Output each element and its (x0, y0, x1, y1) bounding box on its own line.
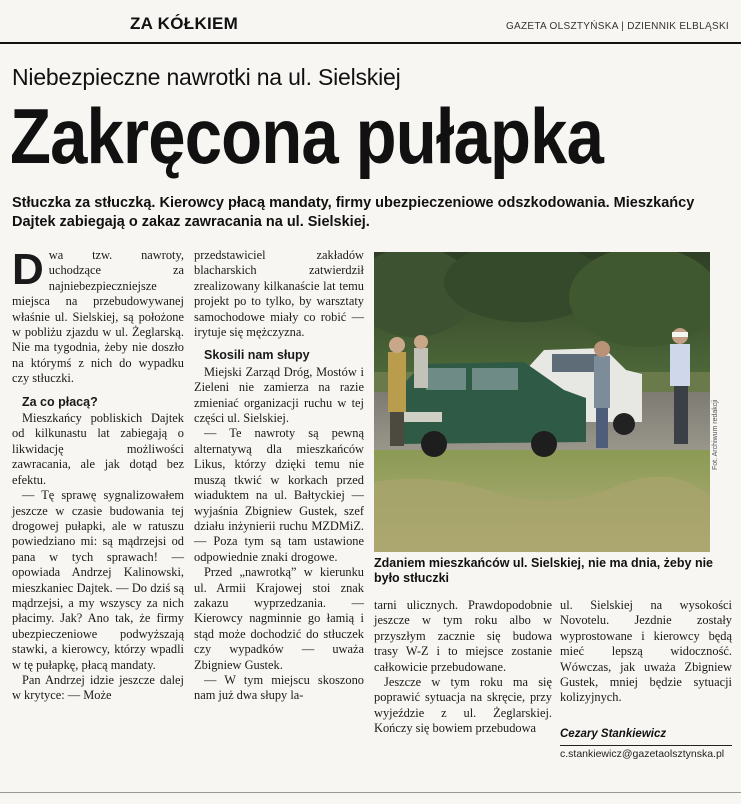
paragraph: — W tym miejscu skoszono nam już dwa słupy la- (194, 672, 364, 703)
newspaper-names: GAZETA OLSZTYŃSKA | DZIENNIK ELBLĄSKI (505, 21, 729, 32)
author-byline: Cezary Stankiewicz (560, 728, 667, 740)
subheading: Za co płacą? (22, 394, 98, 409)
byline-rule (560, 745, 732, 746)
bottom-rule (0, 792, 741, 793)
article-photo (374, 252, 710, 552)
article-lead: Stłuczka za stłuczką. Kierowcy płacą mandaty, firmy ubezpieczeniowe odszkodowania. Mieszkańcy Dajtek zabiegają o zakaz zawracania na ul. Sielskiej. (12, 195, 695, 230)
paragraph: Mieszkańcy pobliskich Dajtek od kilkunastu lat zabiegają o likwidację możliwości zawracania, ale jak dotąd bez efektu. (12, 411, 184, 487)
photo-caption: Zdaniem mieszkańców ul. Sielskiej, nie ma dnia, żeby nie było stłuczki (374, 556, 714, 585)
section-label: ZA KÓŁKIEM (130, 14, 239, 33)
paragraph: wa tzw. nawroty, uchodzące za najniebezpieczniejsze miejsca na przebudowywanej właśnie ul. Sielskiej, są położone w pobliżu zjazdu w ul. Żeglarską. Nie ma tygodnia, żeby nie doszło na którymś z nich do wypadku czy stłuczki. (12, 248, 184, 386)
paragraph: — Tę sprawę sygnalizowałem jeszcze w czasie budowania tej drogowej pułapki, ale w ratuszu powiedziano mi: są mądrzejsi od pana w tych sprawach! — opowiada Andrzej Kalinowski, mieszkaniec Dajtek. — Do dziś są mądrzejsi, a my wszyscy za nich płacimy. Jak? Ano tak, że firmy ubezpieczeniowe podwyższają stawki, a kierowcy, którzy wpadli w tę pułapkę, płacą mandaty. (12, 488, 184, 672)
paragraph: Miejski Zarząd Dróg, Mostów i Zieleni nie zamierza na razie zmieniać organizacji ruchu w tej części ul. Sielskiej. (194, 364, 364, 426)
paragraph: Jeszcze w tym roku ma się poprawić sytuacja na skręcie, przy wyjeździe z ul. Żeglarskiej. Kończy się bowiem przebudowa (374, 675, 552, 736)
paragraph: ul. Sielskiej na wysokości Novotelu. Jezdnie zostały wyprostowane i kierowcy będą mieć lepszą widoczność. Wówczas, jak uważa Zbigniew Gustek, mniej będzie sytuacji kolizyjnych. (560, 598, 732, 705)
paragraph: Przed „nawrotką” w kierunku ul. Armii Krajowej stoi znak zakazu wyprzedzania. — Kierowcy nagminnie go łamią i stąd może dochodzić do stłuczek czy wypadków — uważa Zbigniew Gustek. (194, 565, 364, 672)
photo-credit: Fot. Archiwum redakcji (712, 399, 719, 470)
paragraph: — Te nawroty są pewną alternatywą dla mieszkańców Likus, którzy dzięki temu nie muszą tkwić w korkach przed wiaduktem na ul. Bałtyckiej — wyjaśnia Zbigniew Gustek, szef działu inżynierii ruchu MZDMiZ. — Poza tym są tam ustawione odpowiednie znaki drogowe. (194, 426, 364, 564)
drop-cap: D (12, 245, 44, 294)
column-4 (560, 598, 732, 706)
article-kicker: Niebezpieczne nawrotki na ul. Sielskiej (12, 64, 401, 90)
paragraph: przedstawiciel zakładów blacharskich zatwierdził zrealizowany kilkanaście lat temu projekt po to tylko, by warsztaty samochodowe miały co robić — irytuje się mężczyzna. (194, 248, 364, 340)
column-2 (194, 248, 364, 704)
paragraph: tarni ulicznych. Prawdopodobnie jeszcze w tym roku albo w przyszłym zacznie się budowa trasy W-Z i to miejsce zostanie całkowicie przebudowane. (374, 598, 552, 674)
paragraph: Pan Andrzej idzie jeszcze dalej w krytyce: — Może (12, 672, 184, 703)
photo-illustration (374, 252, 710, 552)
column-1 (12, 245, 184, 704)
author-email: c.stankiewicz@gazetaolsztynska.pl (560, 748, 725, 760)
article-headline: Zakręcona pułapka (10, 92, 604, 180)
subheading: Skosili nam słupy (204, 348, 310, 363)
column-3 (374, 598, 552, 737)
